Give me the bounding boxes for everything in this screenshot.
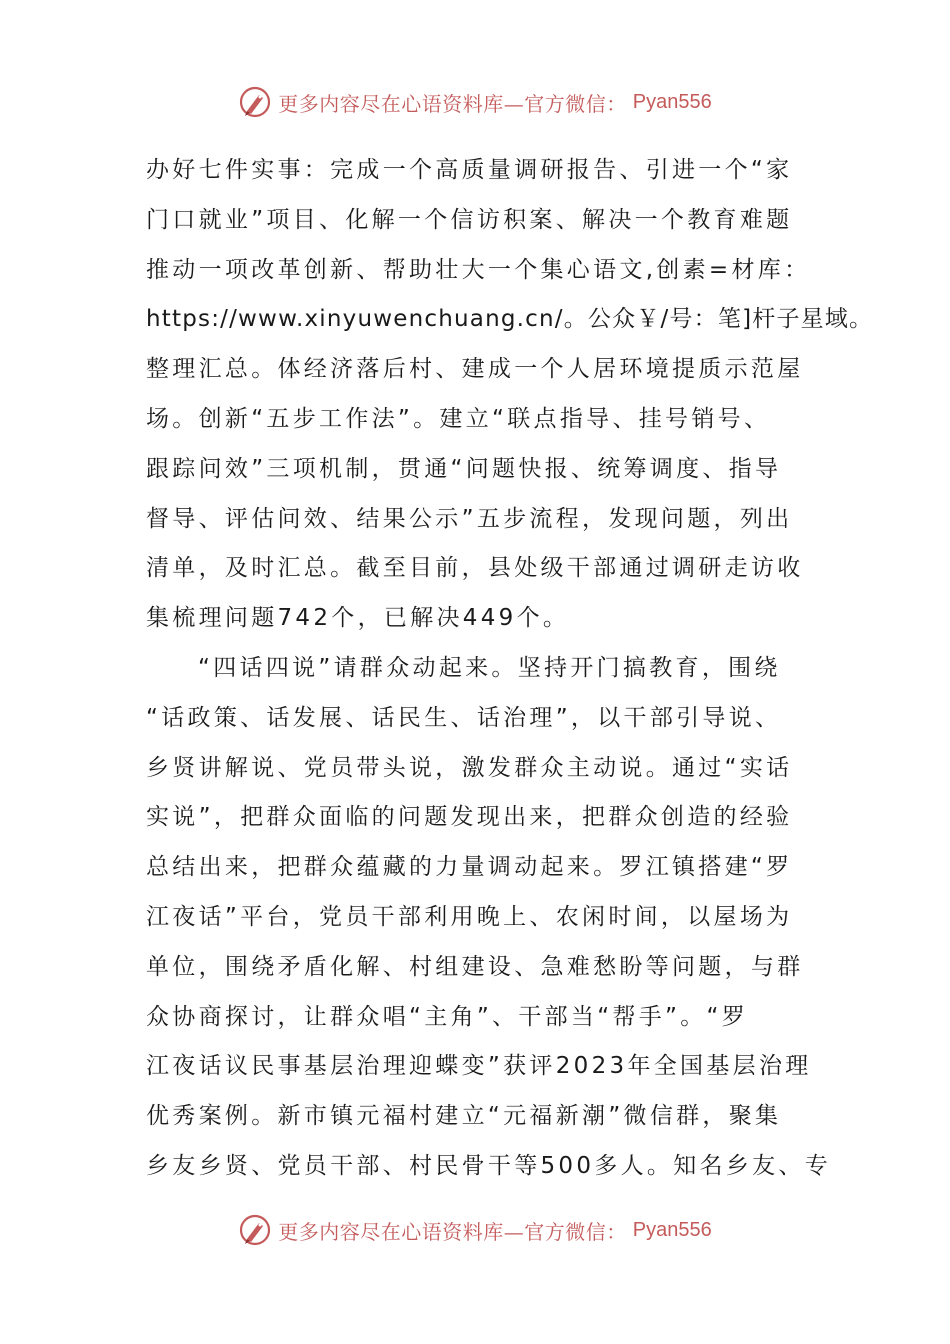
- footer-wechat-handle: Pyan556: [632, 1218, 712, 1241]
- footer-banner-inner: [238, 1213, 711, 1247]
- document-body: [146, 146, 874, 1192]
- body-line: 实说”，把群众面临的问题发现出来，把群众创造的经验: [146, 804, 793, 831]
- body-line: 优秀案例。新市镇元福村建立“元福新潮”微信群，聚集: [146, 1103, 782, 1130]
- body-line: “话政策、话发展、话民生、话治理”，以干部引导说、: [146, 704, 782, 731]
- footer-banner-text: 更多内容尽在心语资料库—官方微信：: [278, 1219, 627, 1244]
- body-line: 整理汇总。体经济落后村、建成一个人居环境提质示范屋: [146, 356, 804, 383]
- paragraph-start-line: “四话四说”请群众动起来。坚持开门搞教育，围绕: [198, 654, 781, 681]
- body-line: 乡贤讲解说、党员带头说，激发群众主动说。通过“实话: [146, 754, 793, 781]
- body-line: 江夜话议民事基层治理迎蝶变”获评2023年全国基层治理: [146, 1053, 812, 1080]
- body-line-url: https://www.xinyuwenchuang.cn/。公众￥/号：笔]杆子星域。: [146, 306, 874, 333]
- body-line: 场。创新“五步工作法”。建立“联点指导、挂号销号、: [146, 405, 771, 432]
- body-line: 推动一项改革创新、帮助壮大一个集心语文,创素=材库：: [146, 256, 811, 283]
- body-line: 跟踪问效”三项机制，贯通“问题快报、统筹调度、指导: [146, 455, 782, 482]
- body-line: 乡友乡贤、党员干部、村民骨干等500多人。知名乡友、专: [146, 1152, 831, 1179]
- body-line: 门口就业”项目、化解一个信访积案、解决一个教育难题: [146, 206, 793, 233]
- body-line: 众协商探讨，让群众唱“主角”、干部当“帮手”。“罗: [146, 1003, 749, 1030]
- body-line: 总结出来，把群众蕴藏的力量调动起来。罗江镇搭建“罗: [146, 854, 793, 881]
- footer-banner: [0, 1212, 950, 1248]
- body-line: 督导、评估问效、结果公示”五步流程，发现问题，列出: [146, 505, 793, 532]
- body-line: 江夜话”平台，党员干部利用晚上、农闲时间，以屋场为: [146, 903, 793, 930]
- header-banner: [0, 84, 950, 120]
- body-line: 集梳理问题742个，已解决449个。: [146, 605, 570, 632]
- pen-nib-logo-icon: [238, 1213, 272, 1247]
- body-line: 单位，围绕矛盾化解、村组建设、急难愁盼等问题，与群: [146, 953, 804, 980]
- header-banner-inner: [238, 85, 711, 119]
- body-line: 清单，及时汇总。截至目前，县处级干部通过调研走访收: [146, 555, 804, 582]
- body-line: 办好七件实事：完成一个高质量调研报告、引进一个“家: [146, 157, 793, 183]
- pen-nib-logo-icon: [238, 85, 272, 119]
- header-wechat-handle: Pyan556: [632, 90, 712, 113]
- header-banner-text: 更多内容尽在心语资料库—官方微信：: [278, 91, 627, 116]
